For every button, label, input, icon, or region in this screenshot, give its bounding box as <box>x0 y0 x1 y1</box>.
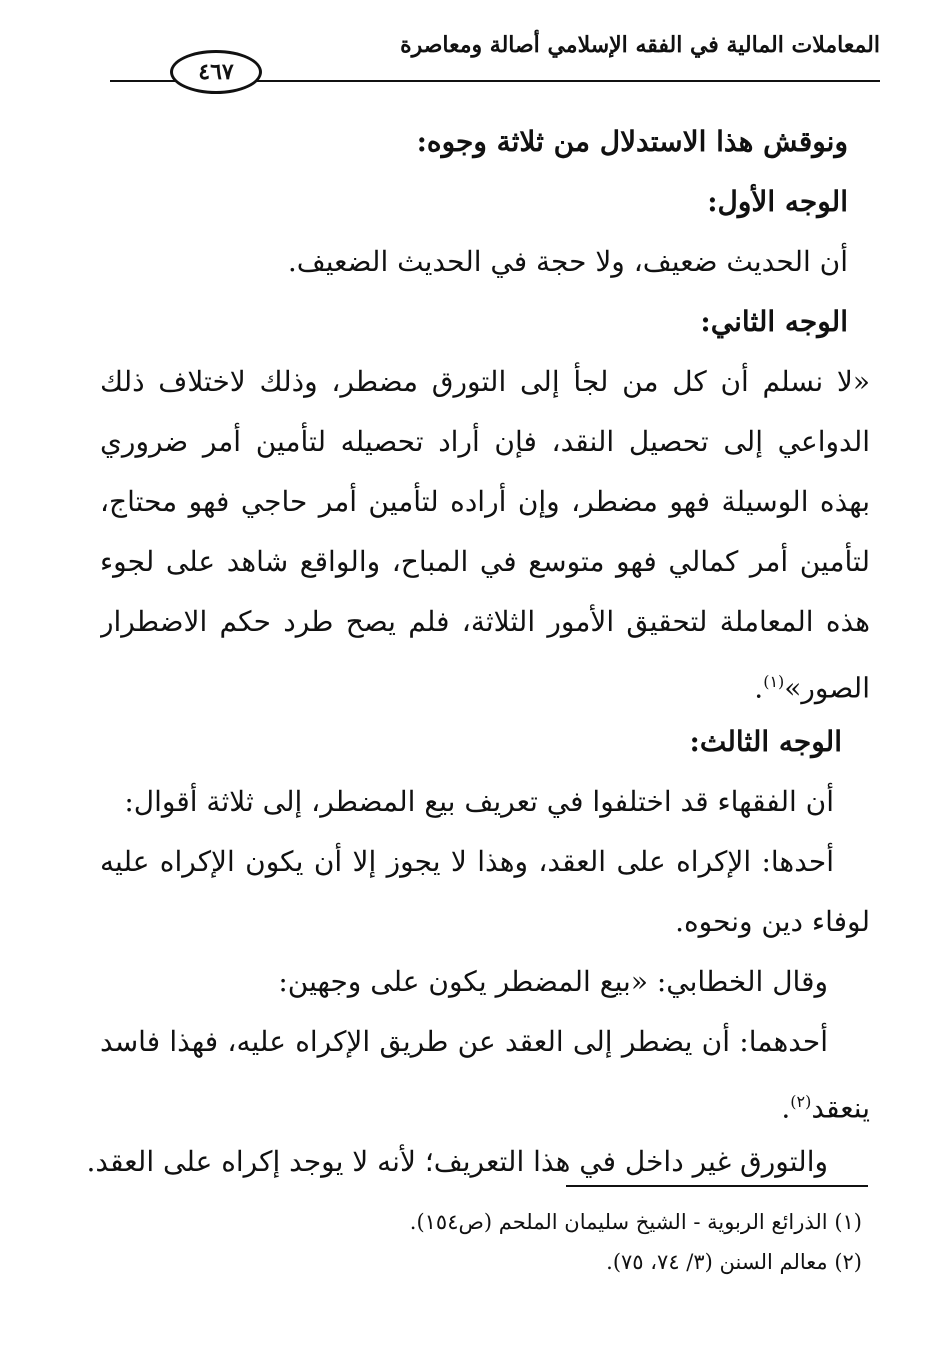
section-heading: الوجه الثالث: <box>689 725 842 758</box>
quote-end-text: الصور» <box>784 671 870 705</box>
footnotes <box>162 1202 862 1282</box>
page-number: ٤٦٧ <box>170 50 262 94</box>
footnote-rule <box>566 1185 868 1187</box>
text-line: ونوقش هذا الاستدلال من ثلاثة وجوه: <box>416 125 848 158</box>
text-line: وقال الخطابي: «بيع المضطر يكون على وجهين: <box>278 965 828 998</box>
text-line: والتورق غير داخل في هذا التعريف؛ لأنه لا يوجد إكراه على العقد. <box>86 1145 828 1178</box>
text-line: أن الفقهاء قد اختلفوا في تعريف بيع المضطر، إلى ثلاثة أقوال: <box>124 785 834 818</box>
period: . <box>781 1091 791 1125</box>
period: . <box>754 671 764 705</box>
text-line: لوفاء دين ونحوه. <box>675 905 870 938</box>
section-heading: الوجه الثاني: <box>700 305 848 338</box>
main-text <box>86 112 870 1192</box>
page-header <box>100 22 880 92</box>
text-line: «لا نسلم أن كل من لجأ إلى التورق مضطر، وذلك لاختلاف ذلك <box>100 365 870 398</box>
text-line <box>100 652 870 712</box>
text-line <box>100 1072 870 1132</box>
footnote: (١) الذرائع الربوية - الشيخ سليمان الملحم (ص١٥٤). <box>409 1210 862 1234</box>
footnote-ref: (٢) <box>790 1092 812 1111</box>
text-line: أحدهما: أن يضطر إلى العقد عن طريق الإكراه عليه، فهذا فاسد <box>100 1025 828 1058</box>
text-line: الدواعي إلى تحصيل النقد، فإن أراد تحصيله لتأمين أمر ضروري <box>100 425 870 458</box>
line-end-text: ينعقد <box>811 1091 870 1125</box>
footnote: (٢) معالم السنن (٣/ ٧٤، ٧٥). <box>606 1250 862 1274</box>
section-heading: الوجه الأول: <box>707 185 848 218</box>
running-title: المعاملات المالية في الفقه الإسلامي أصالة ومعاصرة <box>400 32 880 58</box>
text-line: بهذه الوسيلة فهو مضطر، وإن أراده لتأمين أمر حاجي فهو محتاج، <box>100 485 870 518</box>
text-line: أن الحديث ضعيف، ولا حجة في الحديث الضعيف. <box>287 245 848 278</box>
footnote-ref: (١) <box>763 672 785 691</box>
text-line: أحدها: الإكراه على العقد، وهذا لا يجوز إلا أن يكون الإكراه عليه <box>100 845 834 878</box>
text-line: لتأمين أمر كمالي فهو متوسع في المباح، والواقع شاهد على لجوء <box>100 545 870 578</box>
text-line: هذه المعاملة لتحقيق الأمور الثلاثة، فلم يصح طرد حكم الاضطرار <box>100 605 870 638</box>
